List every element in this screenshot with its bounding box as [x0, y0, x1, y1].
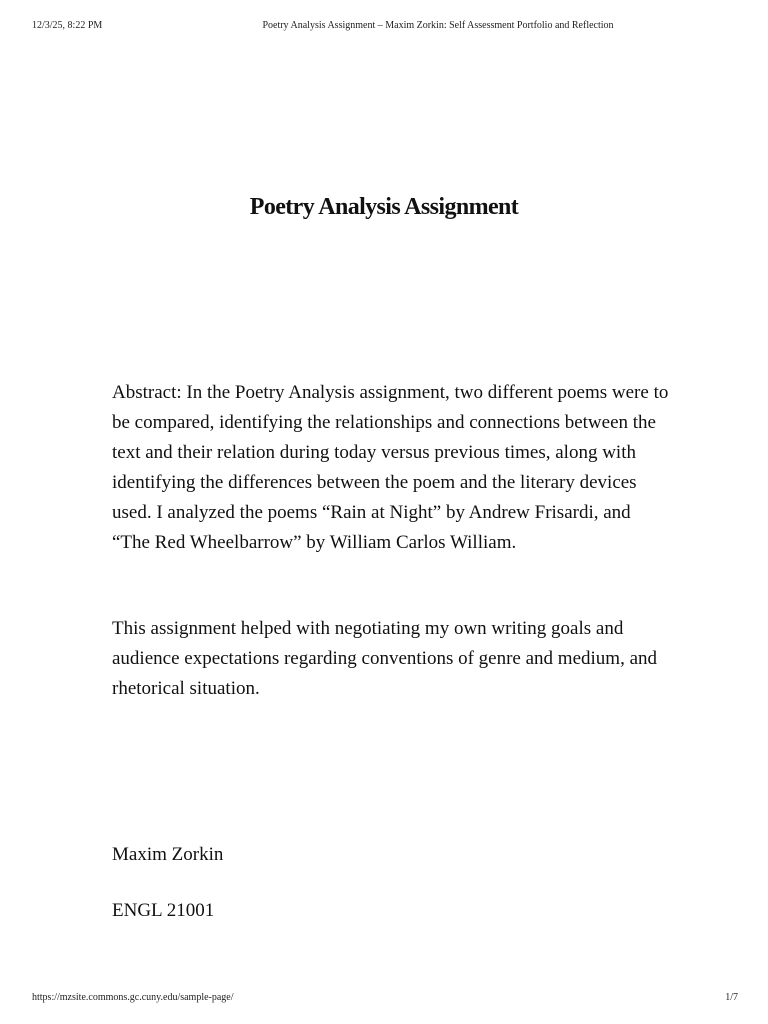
print-datetime: 12/3/25, 8:22 PM [32, 20, 103, 31]
page-url: https://mzsite.commons.gc.cuny.edu/sample-page/ [32, 992, 234, 1003]
print-footer [0, 988, 768, 1012]
author-name: Maxim Zorkin [112, 844, 224, 865]
abstract-paragraph: Abstract: In the Poetry Analysis assignment, two different poems were to be compared, identifying the relationships and connections between the text and their relation during today versus previous times, along with identifying the differences between the poem and the literary devices used. I analyzed the poems “Rain at Night” by Andrew Frisardi, and “The Red Wheelbarrow” by William Carlos William. [112, 382, 669, 553]
print-header [0, 0, 768, 50]
reflection-paragraph: This assignment helped with negotiating my own writing goals and audience expectations regarding conventions of genre and medium, and rhetorical situation. [112, 618, 657, 699]
print-document-title: Poetry Analysis Assignment – Maxim Zorkin: Self Assessment Portfolio and Reflection [262, 20, 614, 31]
course-code: ENGL 21001 [112, 900, 215, 921]
page-number: 1/7 [725, 992, 738, 1003]
page-title: Poetry Analysis Assignment [249, 194, 519, 220]
